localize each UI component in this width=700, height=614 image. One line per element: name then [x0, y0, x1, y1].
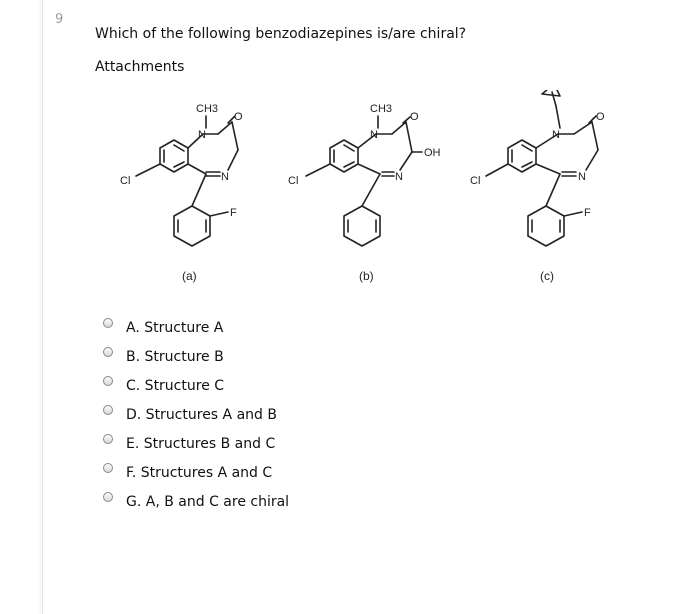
- f-label-c: F: [584, 207, 591, 219]
- option-b-label[interactable]: B. Structure B: [126, 349, 224, 365]
- option-f-label[interactable]: F. Structures A and C: [126, 465, 273, 481]
- option-d-label[interactable]: D. Structures A and B: [126, 407, 277, 423]
- option-e[interactable]: [103, 432, 289, 461]
- cl-label-b: Cl: [288, 175, 299, 187]
- n1-label-c: N: [552, 129, 560, 141]
- structure-c: [470, 90, 605, 283]
- radio-a[interactable]: [103, 318, 113, 328]
- radio-e[interactable]: [103, 434, 113, 444]
- option-b[interactable]: [103, 345, 289, 374]
- f-label-a: F: [230, 207, 237, 219]
- question-text: Which of the following benzodiazepines is/are chiral?: [95, 26, 467, 42]
- ch3-label-a: CH3: [196, 103, 219, 115]
- answer-options: [103, 316, 289, 519]
- n4-label-c: N: [578, 171, 586, 183]
- radio-d[interactable]: [103, 405, 113, 415]
- option-d[interactable]: [103, 403, 289, 432]
- structure-label-c: (c): [540, 269, 554, 283]
- n1-label-a: N: [198, 129, 206, 141]
- o-label-c: O: [596, 111, 605, 123]
- o-label-b: O: [410, 111, 419, 123]
- option-c[interactable]: [103, 374, 289, 403]
- cl-label-c: Cl: [470, 175, 481, 187]
- radio-f[interactable]: [103, 463, 113, 473]
- oh-label-b: OH: [424, 147, 441, 159]
- option-e-label[interactable]: E. Structures B and C: [126, 436, 276, 452]
- o-label-a: O: [234, 111, 243, 123]
- structure-b: [288, 103, 441, 283]
- structure-a: [120, 103, 243, 283]
- cl-label-a: Cl: [120, 175, 131, 187]
- option-a[interactable]: [103, 316, 289, 345]
- ch3-label-b: CH3: [370, 103, 393, 115]
- attachments-label: Attachments: [95, 59, 185, 75]
- benzodiazepine-structures-figure: [100, 90, 660, 290]
- option-a-label[interactable]: A. Structure A: [126, 320, 224, 336]
- structure-label-a: (a): [182, 269, 197, 283]
- option-f[interactable]: [103, 461, 289, 490]
- structure-label-b: (b): [359, 269, 374, 283]
- radio-b[interactable]: [103, 347, 113, 357]
- option-c-label[interactable]: C. Structure C: [126, 378, 225, 394]
- question-number: 9: [55, 12, 64, 27]
- option-g[interactable]: [103, 490, 289, 519]
- option-g-label[interactable]: G. A, B and C are chiral: [126, 494, 290, 510]
- radio-g[interactable]: [103, 492, 113, 502]
- n4-label-a: N: [221, 171, 229, 183]
- radio-c[interactable]: [103, 376, 113, 386]
- n1-label-b: N: [370, 129, 378, 141]
- n4-label-b: N: [395, 171, 403, 183]
